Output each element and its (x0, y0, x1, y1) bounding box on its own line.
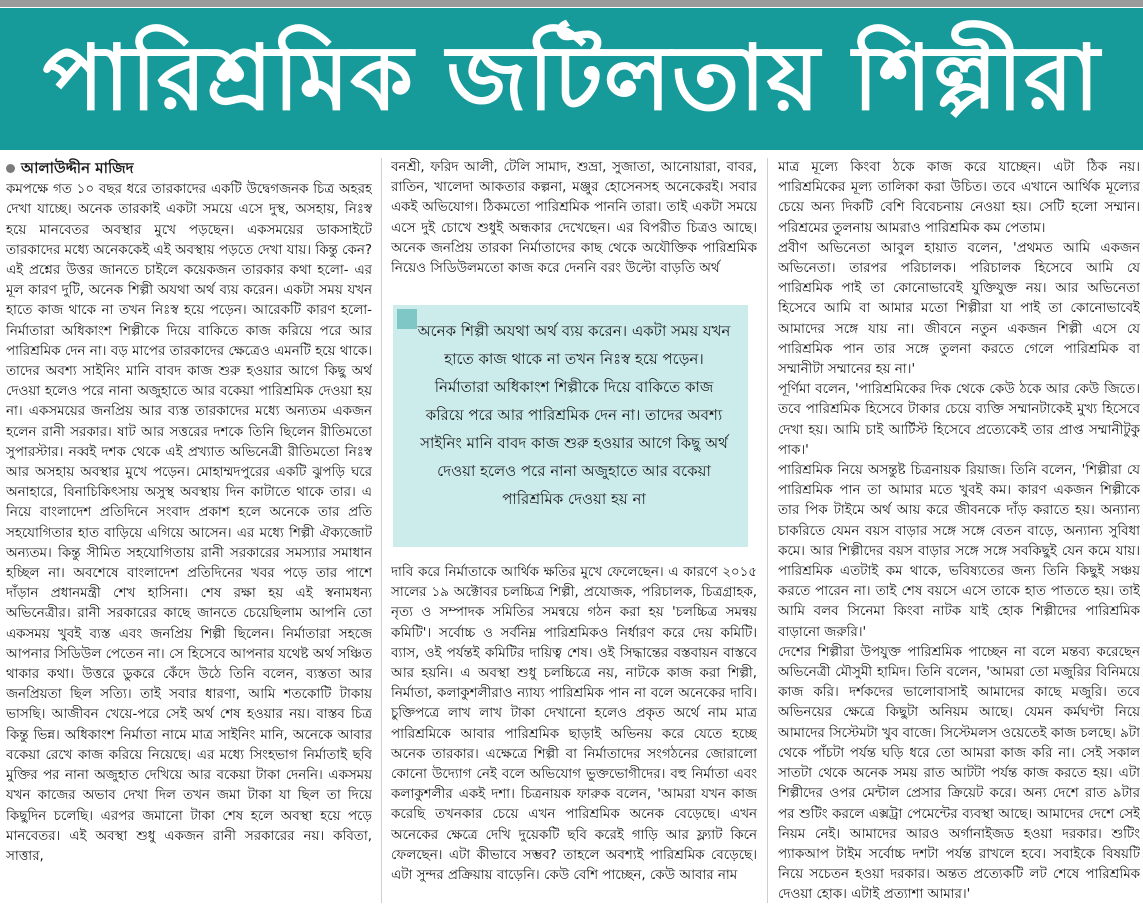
headline-banner (0, 8, 1143, 150)
pull-quote-text: অনেক শিল্পী অযথা অর্থ ব্যয় করেন। একটা সময় যখন হাতে কাজ থাকে না তখন নিঃস্ব হয়ে পড়েন। নির্মাতারা অধিকাংশ শিল্পীকে দিয়ে বাকিতে কাজ করিয়ে পরে আর পারিশ্রমিক দেন না। তাদের অবশ্য সাইনিং মানি বাবদ কাজ শুরু হওয়ার আগে কিছু অর্থ দেওয়া হলেও পরে নানা অজুহাতে আর বকেয়া পারিশ্রমিক দেওয়া হয় না (417, 322, 731, 508)
author-name: আলাউদ্দীন মাজিদ (21, 159, 134, 177)
article-column-2-continued (391, 563, 757, 903)
paragraph: পূর্ণিমা বলেন, 'পারিশ্রমিকের দিক থেকে কেউ ঠকে আর কেউ জিতে। তবে পারিশ্রমিক হিসেবে টাকার চেয়ে ব্যক্তি সম্মানটাকেই মুখ্য হিসেবে দেখা হয়। আমি চাই আর্টিস্ট হিসেবে প্রত্যেকেই তার প্রাপ্ত সম্মানীটুকু পাক।' (778, 382, 1140, 458)
bullet-icon (6, 164, 15, 173)
paragraph: কমপক্ষে গত ১০ বছর ধরে তারকাদের একটি উদ্বেগজনক চিত্র অহরহ দেখা যাচ্ছে। অনেক তারকাই একটা সময়ে এসে দুস্থ, অসহায়, নিঃস্ব হয়ে মানবেতর অবস্থার মুখে পড়ছেন। একসময়ের ডাকসাইটে তারকাদের মধ্যে অনেককেই এই অবস্থায় পড়তে দেখা যায়। কিন্তু কেন? এই প্রশ্নের উত্তর জানতে চাইলে কয়েকজন তারকার কথা হলো- এর মূল কারণ দুটি, অনেক শিল্পী অযথা অর্থ ব্যয় করেন। একটা সময় যখন হাতে কাজ থাকে না তখন নিঃস্ব হয়ে পড়েন। আরেকটি কারণ হলো- নির্মাতারা অধিকাংশ শিল্পীকে দিয়ে বাকিতে কাজ করিয়ে পরে আর পারিশ্রমিক দেন না। বড় মাপের তারকাদের ক্ষেত্রেও এমনটি হয়ে থাকে। তাদের অবশ্য সাইনিং মানি বাবদ কাজ শুরু হওয়ার আগে কিছু অর্থ দেওয়া হলেও পরে নানা অজুহাতে আর বকেয়া পারিশ্রমিক দেওয়া হয় না। একসময়ের জনপ্রিয় আর ব্যস্ত তারকাদের মধ্যে অন্যতম একজন হলেন রানী সরকার। ষাট আর সত্তরের দশকে তিনি ছিলেন রীতিমতো সুপারস্টার। নব্বই দশক থেকে এই প্রখ্যাত অভিনেত্রী রীতিমতো নিঃস্ব আর অসহায় অবস্থার মুখে পড়েন। মোহাম্মদপুরের একটি ঝুপড়ি ঘরে অনাহারে, বিনাচিকিৎসায় অসুস্থ অবস্থায় দিন কাটাতে থাকে তার। এ নিয়ে বাংলাদেশ প্রতিদিনে সংবাদ প্রকাশ হলে অনেকে তার প্রতি সহযোগিতার হাত বাড়িয়ে এগিয়ে আসেন। এর মধ্যে শিল্পী ঐক্যজোট অন্যতম। কিন্তু সীমিত সহযোগিতায় রানী সরকারের সমস্যার সমাধান হচ্ছিল না। অবশেষে বাংলাদেশ প্রতিদিনের খবর পড়ে তার পাশে দাঁড়ান প্রধানমন্ত্রী শেখ হাসিনা। শেষ রক্ষা হয় এই স্বনামধন্য অভিনেত্রীর। রানী সরকারের কাছে জানতে চেয়েছিলাম আপনি তো একসময় খুবই ব্যস্ত এবং জনপ্রিয় শিল্পী ছিলেন। নির্মাতারা সহজে আপনার সিডিউল পেতেন না। সে হিসেবে আপনার যথেষ্ট অর্থ সঞ্চিত থাকার কথা। উত্তরে ডুকরে কেঁদে উঠে তিনি বলেন, ব্যস্ততা আর জনপ্রিয়তা ছিল সত্যি। তাই সবার ধারণা, আমি শতকোটি টাকায় ভাসছি। আজীবন খেয়ে-পরে সেই অর্থ শেষ হওয়ার নয়। বাস্তব চিত্র কিন্তু ভিন্ন। অধিকাংশ নির্মাতা নামে মাত্র সাইনিং মানি, অনেকে আবার বকেয়া রেখে কাজ করিয়ে নিয়েছে। এর মধ্যে সিংহভাগ নির্মাতাই ছবি মুক্তির পর নানা অজুহাত দেখিয়ে আর বকেয়া টাকা দেননি। একসময় যখন কাজের অভাব দেখা দিল তখন জমা টাকা যা ছিল তা দিয়ে কিছুদিন চলেছি। এরপর জমানো টাকা শেষ হলে অবস্থা হয়ে পড়ে মানবেতর। এই অবস্থা শুধু একজন রানী সরকারের নয়। কবিতা, সাত্তার, (6, 182, 372, 864)
top-rule (0, 0, 1143, 7)
paragraph: দেশের শিল্পীরা উপযুক্ত পারিশ্রমিক পাচ্ছেন না বলে মন্তব্য করেছেন অভিনেত্রী মৌসুমী হামিদ। তিনি বলেন, 'আমরা তো মজুরির বিনিময়ে কাজ করি। দর্শকদের ভালোবাসাই আমাদের কাছে মজুরি। তবে অভিনয়ের ক্ষেত্রে কিছুটা অনিয়ম আছে। যেমন কর্মঘণ্টা নিয়ে আমাদের সিস্টেমটা খুব বাজে। সিস্টেমলস ওয়েতেই কাজ চলছে। ৯টা থেকে পাঁচটা পর্যন্ত ঘড়ি ধরে তো আমরা কাজ করি না। সেই সকাল সাতটা থেকে অনেক সময় রাত আটটা পর্যন্ত কাজ করতে হয়। এটা শিল্পীদের ওপর মেন্টাল প্রেসার ক্রিয়েট করে। অন্য দেশে রাত ৯টার পর শুটিং করলে এক্সট্রা পেমেন্টের ব্যবস্থা আছে। আমাদের দেশে সেই নিয়ম নেই। আমাদের আরও অর্গানাইজড হওয়া দরকার। শুটিং প্যাকআপ টাইম সর্বোচ্চ দশটা পর্যন্ত রাখলে হবে। সবাইকে বিষয়টি নিয়ে সচেতন হওয়া দরকার। অন্তত প্রত্যেকটি লট শেষে পারিশ্রমিক দেওয়া হোক। এটাই প্রত্যাশা আমার।' (778, 644, 1140, 903)
paragraph: দাবি করে নির্মাতাকে আর্থিক ক্ষতির মুখে ফেলেছেন। এ কারণে ২০১৫ সালের ১৯ অক্টোবর চলচ্চিত্র শিল্পী, প্রযোজক, পরিচালক, চিত্রগ্রাহক, নৃত্য ও সম্পাদক সমিতির সমন্বয়ে গঠন করা হয় 'চলচ্চিত্র সমন্বয় কমিটি'। সর্বোচ্চ ও সর্বনিম্ন পারিশ্রমিকও নির্ধারণ করে দেয় কমিটি। ব্যাস, ওই পর্যন্তই কমিটির দায়িত্ব শেষ। ওই সিদ্ধান্তের বস্তবায়ন বাস্তবে আর হয়নি। এ অবস্থা শুধু চলচ্চিত্রে নয়, নাটকে কাজ করা শিল্পী, নির্মাতা, কলাকুশলীরাও ন্যায্য পারিশ্রমিক পান না বলে অনেকের দাবি। চুক্তিপত্রে লাখ লাখ টাকা দেখানো হলেও প্রকৃত অর্থে নাম মাত্র পারিশ্রমিকে আবার পারিশ্রমিক ছাড়াই অভিনয় করে যেতে হচ্ছে অনেক তারকার। এক্ষেত্রে শিল্পী বা নির্মাতাদের সংগঠনের জোরালো কোনো উদ্যোগ নেই বলে অভিযোগ ভুক্তভোগীদের। বহু নির্মাতা এবং কলাকুশলীর একই দশা। চিত্রনায়ক ফারুক বলেন, 'আমরা যখন কাজ করেছি তখনকার চেয়ে এখন পারিশ্রমিক অনেক বেড়েছে। এখন অনেকের ক্ষেত্রে দেখি দুয়েকটি ছবি করেই গাড়ি আর ফ্ল্যাট কিনে ফেলছেন। এটা কীভাবে সম্ভব? তাহলে অবশ্যই পারিশ্রমিক বেড়েছে। এটা সুন্দর প্রক্রিয়ায় বাড়েনি। কেউ বেশি পাচ্ছেন, কেউ আবার নাম (391, 565, 757, 884)
byline (6, 158, 372, 178)
pull-quote-box (393, 305, 748, 547)
article-column-3 (778, 158, 1140, 903)
paragraph: পারিশ্রমিক নিয়ে অসন্তুষ্ট চিত্রনায়ক রিয়াজ। তিনি বলেন, 'শিল্পীরা যে পারিশ্রমিক পান তা আমার মতে খুবই কম। কারণ একজন শিল্পীকে তার পিক টাইমে অর্থ আয় করে জীবনকে দাঁড় করাতে হয়। অন্যান্য চাকরিতে যেমন বয়স বাড়ার সঙ্গে সঙ্গে বেতন বাড়ে, অন্যান্য সুবিধা কমে। আর শিল্পীদের বয়স বাড়ার সঙ্গে সঙ্গে সবকিছুই যেন কমে যায়। পারিশ্রমিক এতটাই কম থাকে, ভবিষ্যতের জন্য তিনি কিছুই সঞ্চয় করতে পারেন না। তাই শেষ বয়সে এসে তাকে হাত পাততে হয়। তাই আমি বলব সিনেমা কিংবা নাটক যাই হোক শিল্পীদের পারিশ্রমিক বাড়ানো জরুরি।' (778, 463, 1140, 640)
column-divider (381, 158, 382, 903)
article-column-1 (6, 158, 372, 903)
quote-mark-icon (397, 309, 417, 329)
paragraph: বনশ্রী, ফরিদ আলী, টেলি সামাদ, শুভ্রা, সুজাতা, আনোয়ারা, বাবর, রাতিন, খালেদা আকতার কল্পনা, মঞ্জুর হোসেনসহ অনেকেরই। সবার একই অভিযোগ। ঠিকমতো পারিশ্রমিক পাননি তারা। তাই একটা সময়ে এসে দুই চোখে শুধুই অন্ধকার দেখেছেন। এর বিপরীত চিত্রও আছে। অনেক জনপ্রিয় তারকা নির্মাতাদের কাছ থেকে অযৌক্তিক পারিশ্রমিক নিয়েও সিডিউলমতো কাজ করে দেননি বরং উল্টো বাড়তি অর্থ (391, 160, 757, 277)
headline: পারিশ্রমিক জটিলতায় শিল্পীরা (42, 26, 1101, 131)
column-divider (767, 158, 768, 903)
paragraph: মাত্র মূল্যে কিংবা ঠকে কাজ করে যাচ্ছেন। এটা ঠিক নয়। পারিশ্রমিকের মূল্য তালিকা করা উচিত। তবে এখানে আর্থিক মূল্যের চেয়ে অন্য দিকটি বেশি বিবেচনায় নেওয়া হয়। সেটি হলো সম্মান। পরিশ্রমের তুলনায় আমরাও পারিশ্রমিক কম পেতাম। (778, 160, 1140, 236)
article-column-2 (391, 158, 757, 303)
paragraph: প্রবীণ অভিনেতা আবুল হায়াত বলেন, 'প্রথমত আমি একজন অভিনেতা। তারপর পরিচালক। পরিচালক হিসেবে আমি যে পারিশ্রমিক পাই তা কোনোভাবেই যুক্তিযুক্ত নয়। আর অভিনেতা হিসেবে আমি বা আমার মতো শিল্পীরা যা পাই তা কোনোভাবেই আমাদের সঙ্গে যায় না। জীবনে নতুন একজন শিল্পী এসে যে পারিশ্রমিক পান তার সঙ্গে তুলনা করতে গেলে পারিশ্রমিক বা সম্মানীটা সম্মানের হয় না।' (778, 240, 1140, 378)
